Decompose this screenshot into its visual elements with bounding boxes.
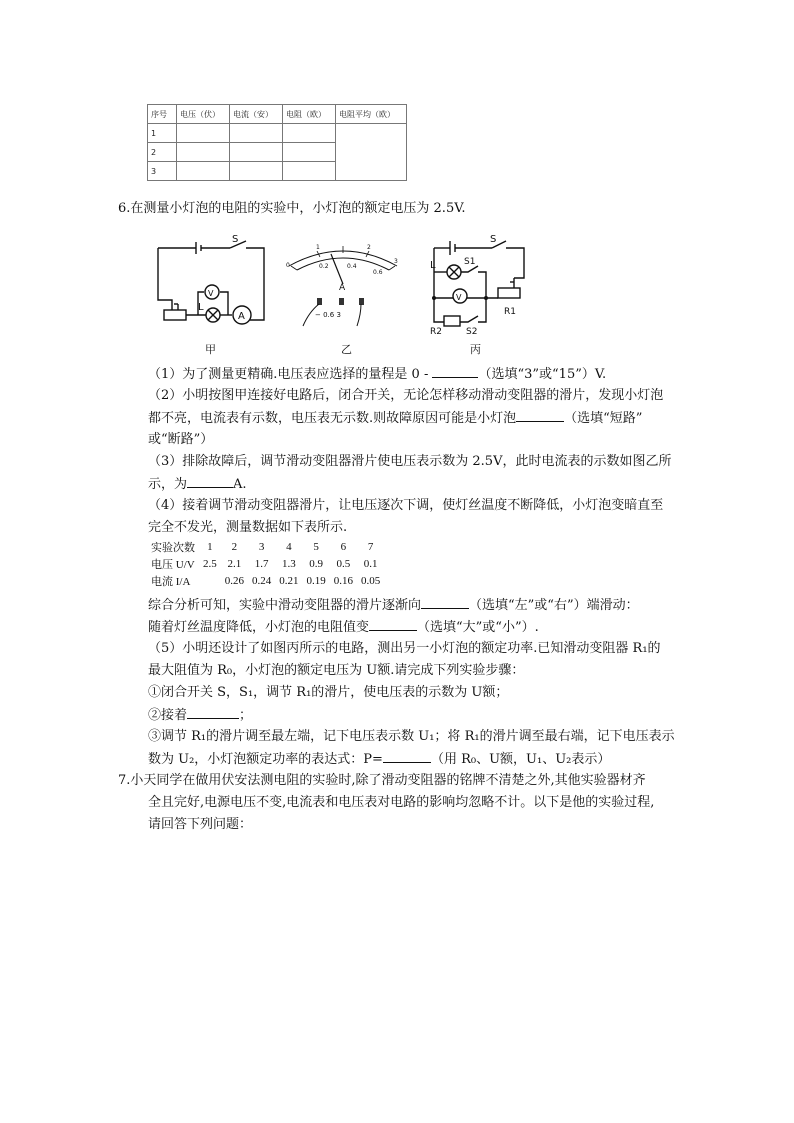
q6-part5-step3-cont: 数为 U₂，小灯泡额定功率的表达式：P= （用 R₀、U额，U₁、U₂表示）	[148, 749, 610, 770]
table-header: 电压（伏）	[177, 105, 230, 124]
measurement-table	[151, 538, 384, 589]
q6-part5-step3: ③调节 R₁的滑片调至最左端，记下电压表示数 U₁；将 R₁的滑片调至最右端，记下电压表示	[148, 729, 675, 744]
q6-part2-line2: 都不亮，电流表有示数，电压表无示数.则故障原因可能是小灯泡 （选填“短路”	[148, 408, 642, 429]
fig-label-yi: 乙	[341, 343, 352, 356]
q6-part3-line1: （3）排除故障后，调节滑动变阻器滑片使电压表示数为 2.5V，此时电流表的示数如图乙所	[148, 454, 672, 469]
terminal-labels: − 0.6 3	[315, 311, 341, 319]
q7-line1: 7.小天同学在做用伏安法测电阻的实验时,除了滑动变阻器的铭牌不清楚之外,其他实验器材齐	[118, 773, 646, 788]
table-row: 电压 U/V 2.5 2.1 1.7 1.3 0.9 0.5 0.1	[151, 555, 384, 572]
table-row: 电流 I/A 0.26 0.24 0.21 0.19 0.16 0.05	[151, 572, 384, 589]
q6-part1: （1）为了测量更精确.电压表应选择的量程是 0 - （选填“3”或“15”）V.	[148, 364, 606, 385]
circuit-diagram-bing	[420, 230, 532, 338]
fig-label-jia: 甲	[205, 343, 216, 356]
switch-s2-label: S2	[466, 327, 478, 337]
circuit-label: S	[490, 234, 497, 245]
table-header: 序号	[148, 105, 177, 124]
voltmeter-label: V	[208, 289, 214, 298]
results-table	[147, 104, 407, 181]
q6-part3-line2: 示，为 A.	[148, 474, 247, 495]
circuit-diagram-jia	[150, 232, 270, 332]
table-header: 电流（安）	[230, 105, 283, 124]
q6-part4-line2: 完全不发光，测量数据如下表所示.	[148, 520, 348, 535]
tick-label: 0.2	[319, 263, 329, 270]
answer-blank[interactable]	[432, 364, 478, 378]
q6-part2-line3: 或“断路”）	[148, 432, 214, 447]
table-row	[148, 124, 407, 143]
resistor-r2-label: R2	[430, 327, 442, 337]
tick-label: 3	[394, 258, 398, 265]
row-index: 1	[148, 124, 177, 143]
row-label: 电压 U/V	[151, 558, 195, 571]
row-label: 实验次数	[151, 541, 195, 554]
answer-blank[interactable]	[187, 474, 233, 488]
q6-part4-line4: 随着灯丝温度降低，小灯泡的电阻值变 （选填“大”或“小”）.	[148, 617, 539, 638]
q7-line3: 请回答下列问题：	[148, 817, 253, 832]
tick-label: 2	[367, 244, 371, 251]
tick-label: 0.6	[373, 269, 383, 276]
row-label: 电流 I/A	[151, 575, 191, 588]
q6-part5-step2: ②接着 ；	[148, 705, 252, 726]
table-header-row	[148, 105, 407, 124]
q6-part4-line3: 综合分析可知，实验中滑动变阻器的滑片逐渐向 （选填“左”或“右”）端滑动：	[148, 595, 639, 616]
tick-label: 0.4	[347, 263, 357, 270]
table-header: 电阻（欧）	[283, 105, 336, 124]
circuit-label: S	[232, 234, 239, 245]
q7-line2: 全且完好,电源电压不变,电流表和电压表对电路的影响均忽略不计。以下是他的实验过程,	[148, 795, 655, 810]
rheostat-r1-label: R1	[504, 307, 516, 317]
lamp-label: L	[430, 260, 436, 271]
q6-part5-line1: （5）小明还设计了如图丙所示的电路，测出另一小灯泡的额定功率.已知滑动变阻器 R₁的	[148, 641, 661, 656]
fig-label-bing: 丙	[470, 343, 481, 356]
q6-part5-step1: ①闭合开关 S，S₁，调节 R₁的滑片，使电压表的示数为 U额；	[148, 685, 509, 700]
q6-part2-line1: （2）小明按图甲连接好电路后，闭合开关，无论怎样移动滑动变阻器的滑片，发现小灯泡	[148, 388, 664, 403]
q6-part4-line1: （4）接着调节滑动变阻器滑片，让电压逐次下调，使灯丝温度不断降低，小灯泡变暗直至	[148, 498, 664, 513]
answer-blank[interactable]	[369, 617, 417, 631]
tick-label: 0	[286, 262, 290, 269]
answer-blank[interactable]	[421, 595, 469, 609]
switch-s1-label: S1	[464, 257, 476, 267]
average-cell	[336, 124, 407, 181]
lamp-label: L	[198, 302, 204, 313]
row-index: 2	[148, 143, 177, 162]
q6-part5-line2: 最大阻值为 R₀，小灯泡的额定电压为 U额.请完成下列实验步骤：	[148, 663, 525, 678]
answer-blank[interactable]	[516, 408, 564, 422]
answer-blank[interactable]	[383, 749, 431, 763]
ammeter-label: A	[238, 311, 245, 322]
answer-blank[interactable]	[187, 705, 239, 719]
q6-stem: 6.在测量小灯泡的电阻的实验中，小灯泡的额定电压为 2.5V.	[118, 201, 466, 216]
voltmeter-label: V	[456, 293, 462, 302]
ammeter-dial	[283, 240, 403, 328]
ammeter-symbol: A	[339, 283, 346, 293]
row-index: 3	[148, 162, 177, 181]
table-header: 电阻平均（欧）	[336, 105, 407, 124]
table-row: 实验次数 1 2 3 4 5 6 7	[151, 538, 384, 555]
tick-label: 1	[316, 244, 320, 251]
